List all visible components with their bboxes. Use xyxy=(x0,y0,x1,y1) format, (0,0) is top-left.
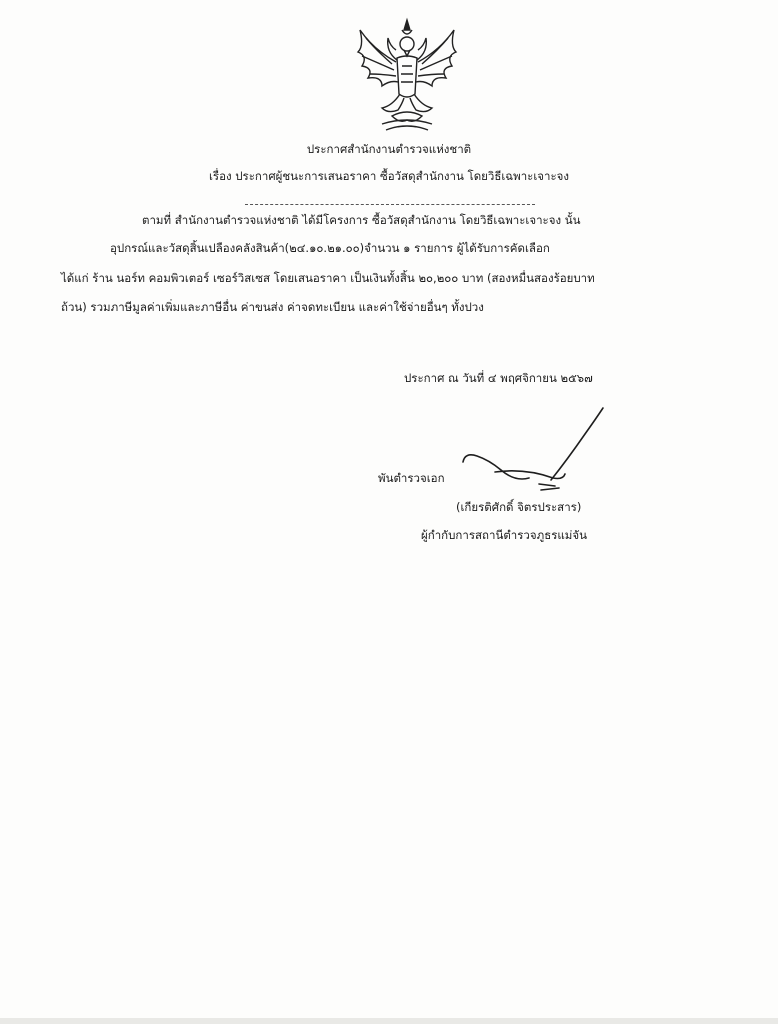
body-line-3: ได้แก่ ร้าน นอร์ท คอมพิวเตอร์ เซอร์วิสเซส โดยเสนอราคา เป็นเงินทั้งสิ้น ๒๐,๒๐๐ บาท (สองหมื่นสองร้อยบาท xyxy=(61,271,595,285)
signatory-position: ผู้กำกับการสถานีตำรวจภูธรแม่จัน xyxy=(421,528,587,542)
body-line-1: ตามที่ สำนักงานตำรวจแห่งชาติ ได้มีโครงการ ซื้อวัสดุสำนักงาน โดยวิธีเฉพาะเจาะจง นั้น xyxy=(142,213,581,227)
garuda-emblem-icon xyxy=(352,16,462,136)
document-subject: เรื่อง ประกาศผู้ชนะการเสนอราคา ซื้อวัสดุสำนักงาน โดยวิธีเฉพาะเจาะจง xyxy=(208,169,570,183)
announcement-date: ประกาศ ณ วันที่ ๔ พฤศจิกายน ๒๕๖๗ xyxy=(404,371,593,385)
body-line-4: ถ้วน) รวมภาษีมูลค่าเพิ่มและภาษีอื่น ค่าขนส่ง ค่าจดทะเบียน และค่าใช้จ่ายอื่นๆ ทั้งปวง xyxy=(61,300,484,314)
handwritten-signature xyxy=(455,400,635,500)
document-title: ประกาศสำนักงานตำรวจแห่งชาติ xyxy=(306,142,472,156)
body-line-2: อุปกรณ์และวัสดุสิ้นเปลืองคลังสินค้า(๒๔.๑๐.๒๑.๐๐)จำนวน ๑ รายการ ผู้ได้รับการคัดเลือก xyxy=(110,241,550,255)
signatory-rank: พันตำรวจเอก xyxy=(378,471,445,485)
signatory-name: (เกียรติศักดิ์ จิตรประสาร) xyxy=(456,500,582,514)
dashed-divider xyxy=(245,204,535,205)
page-bottom-edge xyxy=(0,1018,778,1024)
